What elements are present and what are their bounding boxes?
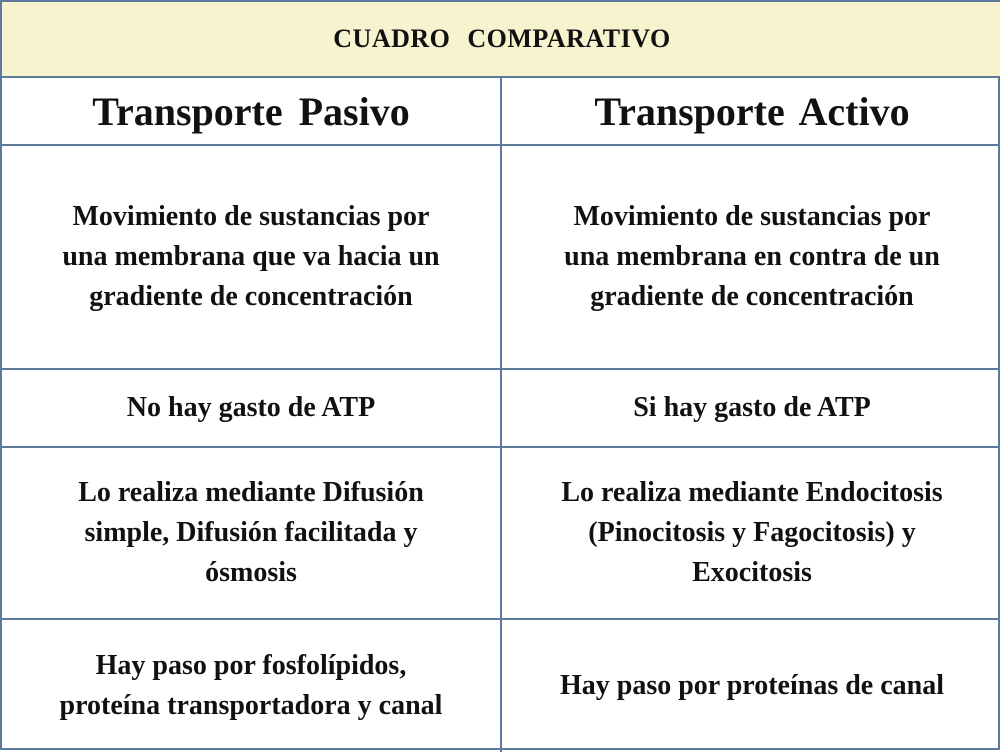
row-3-passive-line-3: ósmosis bbox=[205, 557, 297, 588]
row-4-passive bbox=[2, 620, 502, 752]
column-header-passive: Transporte Pasivo bbox=[2, 78, 502, 146]
row-4-passive-line-2: proteína transportadora y canal bbox=[59, 690, 443, 721]
row-3-active bbox=[502, 448, 1000, 620]
row-2-active-line-1: Si hay gasto de ATP bbox=[633, 392, 871, 423]
row-2-active bbox=[502, 370, 1000, 448]
row-1-active-line-2: una membrana en contra de un bbox=[564, 241, 940, 272]
row-4-active-line-1: Hay paso por proteínas de canal bbox=[559, 670, 944, 701]
row-3-active-line-1: Lo realiza mediante Endocitosis bbox=[561, 477, 943, 508]
row-1-active-line-3: gradiente de concentración bbox=[590, 281, 914, 312]
row-2-passive bbox=[2, 370, 502, 448]
row-3-passive-line-2: simple, Difusión facilitada y bbox=[84, 517, 418, 548]
row-1-active-line-1: Movimiento de sustancias por bbox=[573, 201, 931, 232]
row-1-active bbox=[502, 146, 1000, 370]
row-3-active-line-3: Exocitosis bbox=[692, 557, 812, 588]
row-3-passive-line-1: Lo realiza mediante Difusión bbox=[78, 477, 424, 508]
row-3-passive bbox=[2, 448, 502, 620]
row-2-passive-line-1: No hay gasto de ATP bbox=[126, 392, 376, 423]
row-4-passive-line-1: Hay paso por fosfolípidos, bbox=[95, 650, 407, 681]
row-4-active bbox=[502, 620, 1000, 752]
row-1-passive-line-1: Movimiento de sustancias por bbox=[72, 201, 430, 232]
row-1-passive bbox=[2, 146, 502, 370]
table-title: CUADRO COMPARATIVO bbox=[2, 2, 1000, 78]
row-1-passive-line-2: una membrana que va hacia un bbox=[62, 241, 440, 272]
column-header-active: Transporte Activo bbox=[502, 78, 1000, 146]
row-1-passive-line-3: gradiente de concentración bbox=[89, 281, 413, 312]
row-3-active-line-2: (Pinocitosis y Fagocitosis) y bbox=[588, 517, 916, 548]
